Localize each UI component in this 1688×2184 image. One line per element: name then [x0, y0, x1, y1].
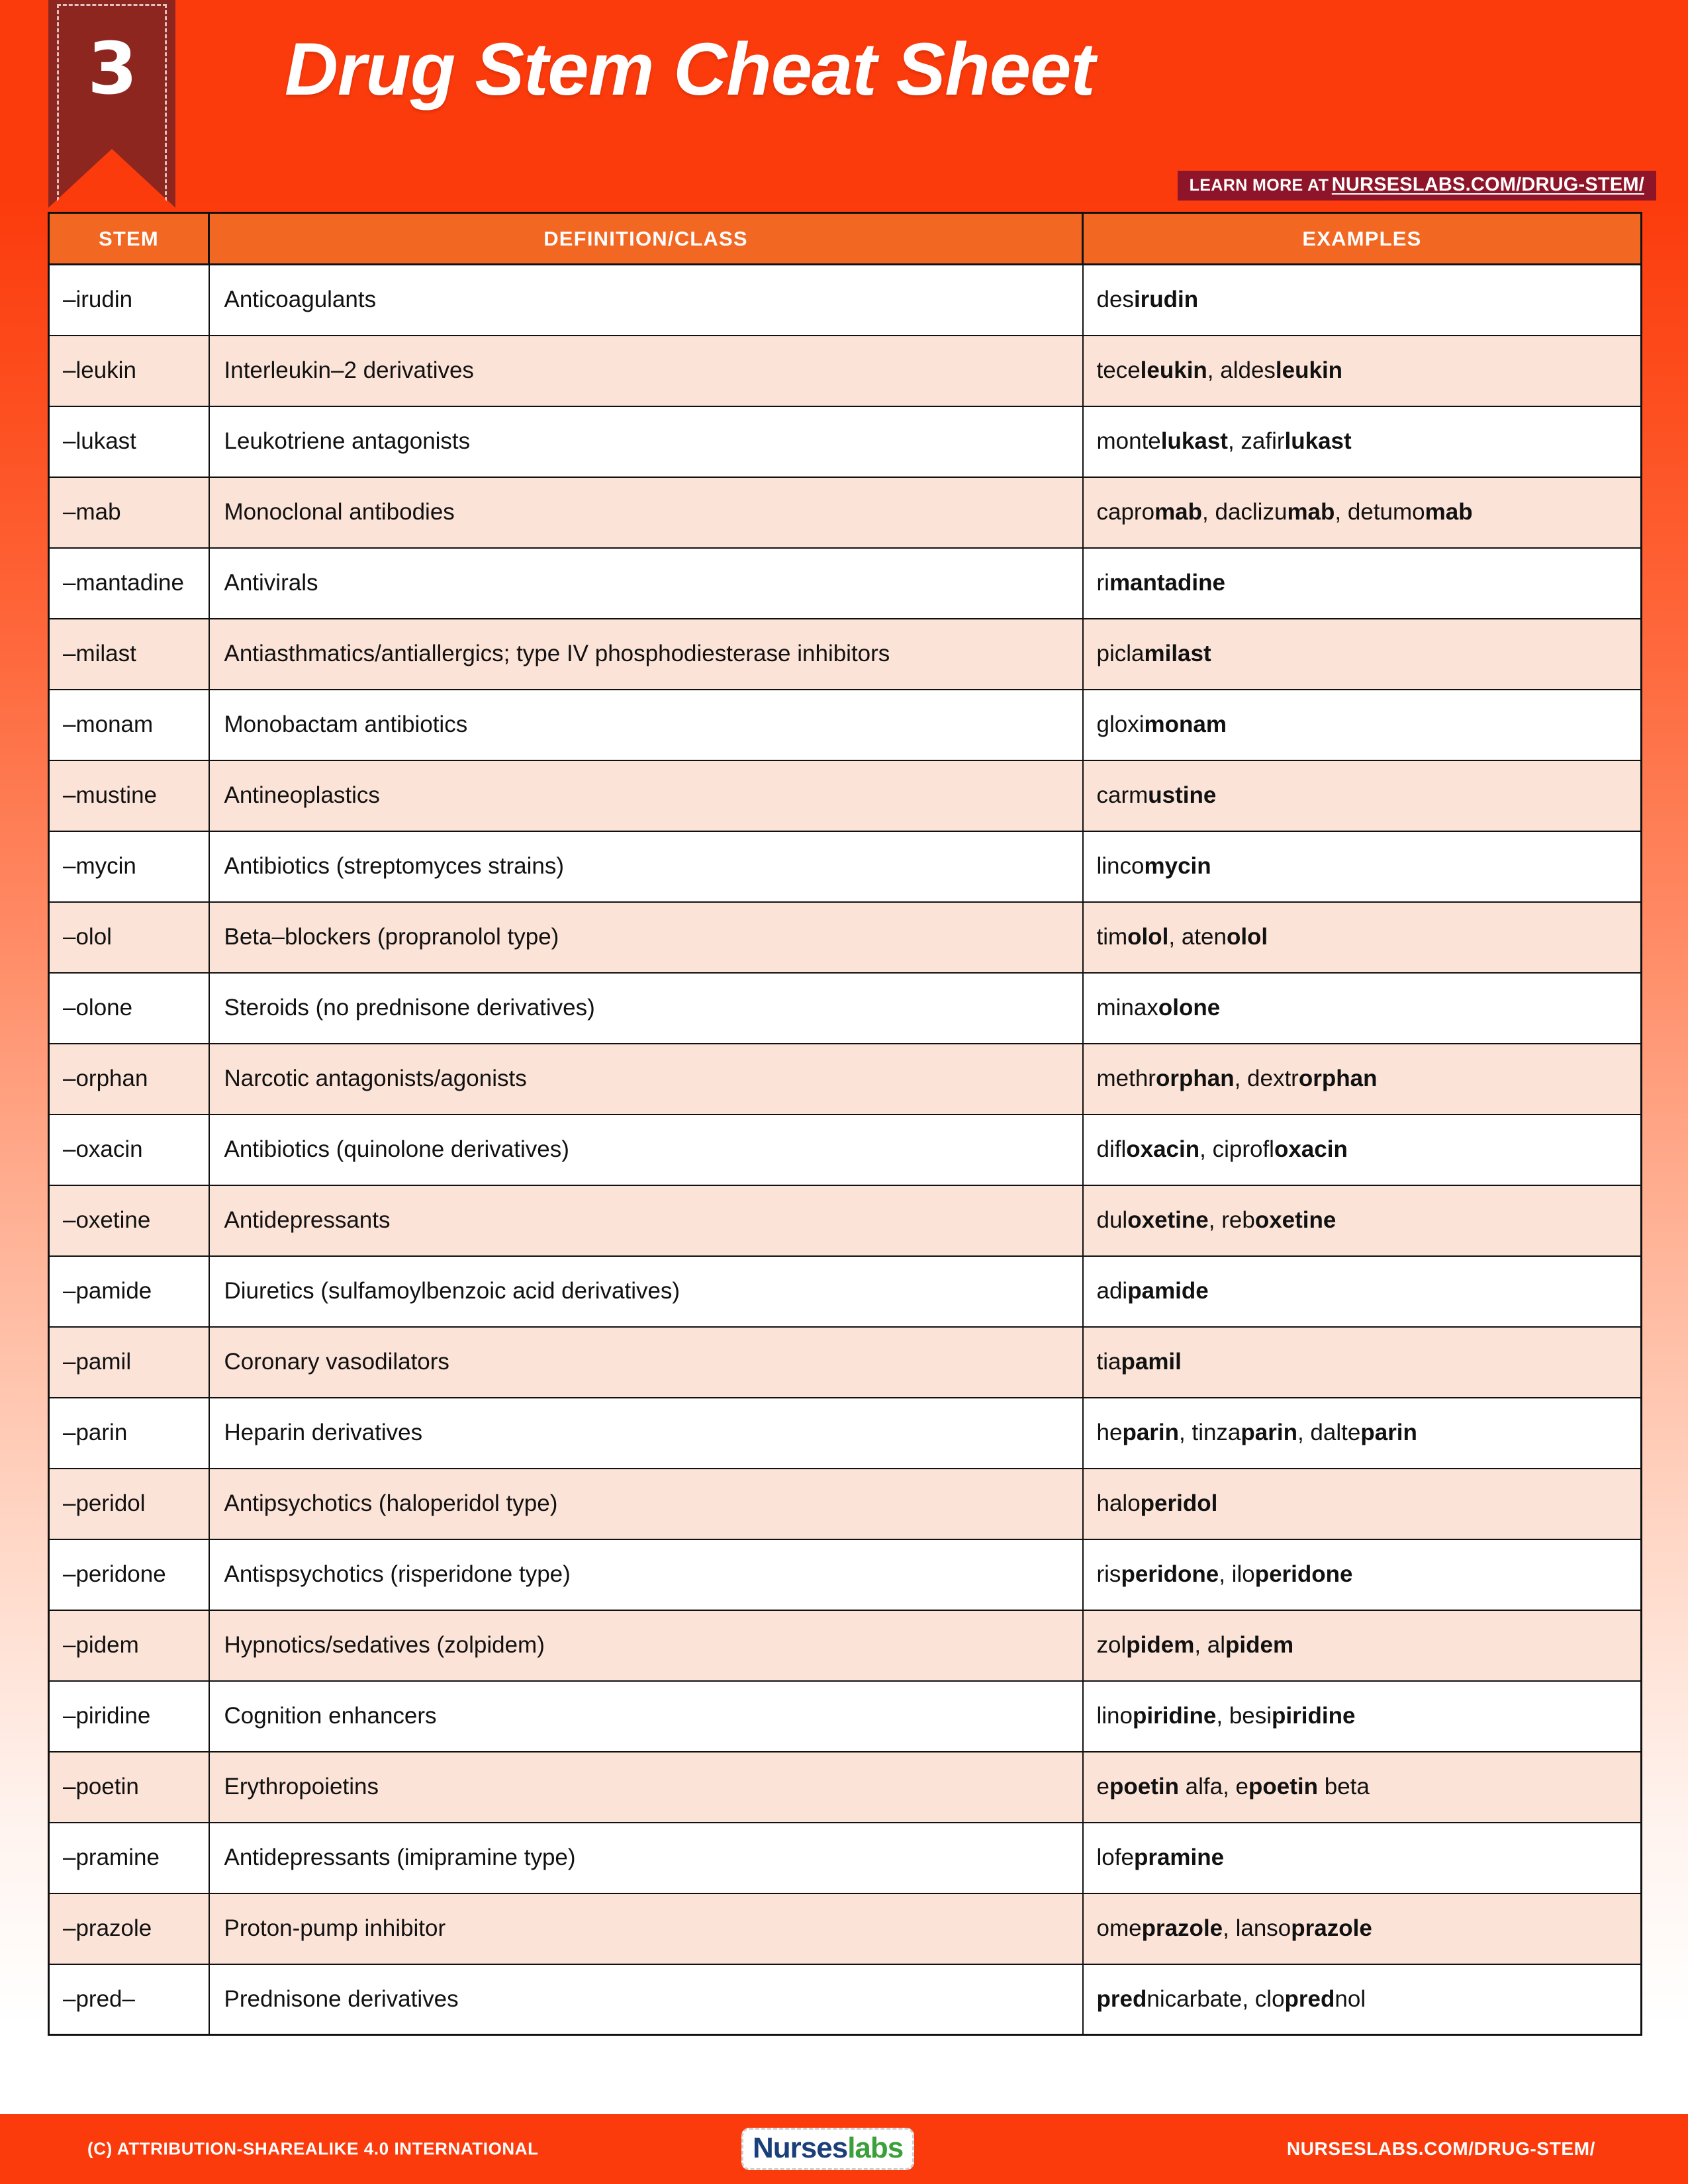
cell-stem: –mycin — [49, 831, 209, 902]
cell-stem: –orphan — [49, 1044, 209, 1115]
cell-definition: Antipsychotics (haloperidol type) — [209, 1469, 1083, 1539]
cell-examples: minaxolone — [1083, 973, 1642, 1044]
cell-definition: Diuretics (sulfamoylbenzoic acid derivatives) — [209, 1256, 1083, 1327]
cell-definition: Antispsychotics (risperidone type) — [209, 1539, 1083, 1610]
cell-examples: zolpidem, alpidem — [1083, 1610, 1642, 1681]
cell-definition: Proton-pump inhibitor — [209, 1893, 1083, 1964]
cell-definition: Erythropoietins — [209, 1752, 1083, 1823]
cell-stem: –mab — [49, 477, 209, 548]
cell-definition: Prednisone derivatives — [209, 1964, 1083, 2035]
logo-text-labs: labs — [847, 2132, 904, 2164]
cell-definition: Leukotriene antagonists — [209, 406, 1083, 477]
footer-url[interactable]: NURSESLABS.COM/DRUG-STEM/ — [1286, 2138, 1595, 2159]
table-row — [49, 1610, 1642, 1681]
cell-stem: –leukin — [49, 336, 209, 406]
license-text: (C) ATTRIBUTION-SHAREALIKE 4.0 INTERNATIONAL — [87, 2138, 539, 2159]
drug-stem-table — [48, 212, 1642, 2036]
table-row — [49, 831, 1642, 902]
table-row — [49, 1115, 1642, 1185]
learn-more-url[interactable]: NURSESLABS.COM/DRUG-STEM/ — [1331, 174, 1644, 195]
cell-examples: duloxetine, reboxetine — [1083, 1185, 1642, 1256]
cell-examples: methrorphan, dextrorphan — [1083, 1044, 1642, 1115]
cell-stem: –olol — [49, 902, 209, 973]
ribbon-number: 3 — [87, 28, 136, 111]
table-row — [49, 1893, 1642, 1964]
cell-stem: –piridine — [49, 1681, 209, 1752]
column-header-examples: EXAMPLES — [1083, 213, 1642, 265]
header-banner — [0, 0, 1688, 210]
table-row — [49, 619, 1642, 690]
cell-stem: –oxetine — [49, 1185, 209, 1256]
table-body — [49, 265, 1642, 2035]
table-row — [49, 902, 1642, 973]
table-row — [49, 406, 1642, 477]
table-row — [49, 690, 1642, 760]
cell-examples: desirudin — [1083, 265, 1642, 336]
cell-definition: Cognition enhancers — [209, 1681, 1083, 1752]
cell-stem: –pamide — [49, 1256, 209, 1327]
table-row — [49, 1681, 1642, 1752]
cell-examples: montelukast, zafirlukast — [1083, 406, 1642, 477]
table-header-row — [49, 213, 1642, 265]
table-row — [49, 1185, 1642, 1256]
cell-examples: lofepramine — [1083, 1823, 1642, 1893]
column-header-stem: STEM — [49, 213, 209, 265]
cell-definition: Steroids (no prednisone derivatives) — [209, 973, 1083, 1044]
cell-examples: teceleukin, aldesleukin — [1083, 336, 1642, 406]
table-row — [49, 1752, 1642, 1823]
cell-definition: Antidepressants — [209, 1185, 1083, 1256]
cell-examples: piclamilast — [1083, 619, 1642, 690]
cell-stem: –pramine — [49, 1823, 209, 1893]
cell-stem: –milast — [49, 619, 209, 690]
cell-stem: –mustine — [49, 760, 209, 831]
learn-more-label: LEARN MORE AT — [1189, 176, 1329, 195]
table-row — [49, 265, 1642, 336]
cell-stem: –peridone — [49, 1539, 209, 1610]
cell-definition: Interleukin–2 derivatives — [209, 336, 1083, 406]
cell-examples: tiapamil — [1083, 1327, 1642, 1398]
nurseslabs-logo — [741, 2128, 914, 2170]
cell-examples: haloperidol — [1083, 1469, 1642, 1539]
cell-definition: Monobactam antibiotics — [209, 690, 1083, 760]
cell-definition: Coronary vasodilators — [209, 1327, 1083, 1398]
cell-stem: –pamil — [49, 1327, 209, 1398]
cell-stem: –prazole — [49, 1893, 209, 1964]
cell-examples: capromab, daclizumab, detumomab — [1083, 477, 1642, 548]
table-row — [49, 1539, 1642, 1610]
cell-stem: –pred– — [49, 1964, 209, 2035]
drug-stem-table-wrapper — [48, 212, 1640, 2036]
cell-examples: timolol, atenolol — [1083, 902, 1642, 973]
cell-examples: omeprazole, lansoprazole — [1083, 1893, 1642, 1964]
table-row — [49, 760, 1642, 831]
table-row — [49, 477, 1642, 548]
table-row — [49, 1256, 1642, 1327]
table-row — [49, 973, 1642, 1044]
cell-definition: Antivirals — [209, 548, 1083, 619]
table-row — [49, 1398, 1642, 1469]
cell-definition: Anticoagulants — [209, 265, 1083, 336]
table-row — [49, 1823, 1642, 1893]
cell-stem: –poetin — [49, 1752, 209, 1823]
table-row — [49, 1469, 1642, 1539]
cell-definition: Antibiotics (quinolone derivatives) — [209, 1115, 1083, 1185]
table-row — [49, 1327, 1642, 1398]
cell-examples: risperidone, iloperidone — [1083, 1539, 1642, 1610]
cell-examples: gloximonam — [1083, 690, 1642, 760]
cell-definition: Monoclonal antibodies — [209, 477, 1083, 548]
cell-definition: Hypnotics/sedatives (zolpidem) — [209, 1610, 1083, 1681]
cell-examples: carmustine — [1083, 760, 1642, 831]
cell-definition: Beta–blockers (propranolol type) — [209, 902, 1083, 973]
cell-definition: Antiasthmatics/antiallergics; type IV phosphodiesterase inhibitors — [209, 619, 1083, 690]
column-header-definition: DEFINITION/CLASS — [209, 213, 1083, 265]
cell-definition: Antineoplastics — [209, 760, 1083, 831]
page-title: Drug Stem Cheat Sheet — [285, 28, 1095, 111]
cell-stem: –pidem — [49, 1610, 209, 1681]
cell-examples: rimantadine — [1083, 548, 1642, 619]
cell-stem: –irudin — [49, 265, 209, 336]
cell-definition: Antidepressants (imipramine type) — [209, 1823, 1083, 1893]
cell-examples: linopiridine, besipiridine — [1083, 1681, 1642, 1752]
learn-more-bar[interactable] — [1178, 171, 1656, 201]
table-row — [49, 1044, 1642, 1115]
cell-examples: heparin, tinzaparin, dalteparin — [1083, 1398, 1642, 1469]
table-row — [49, 336, 1642, 406]
cell-examples: prednicarbate, cloprednol — [1083, 1964, 1642, 2035]
cell-stem: –peridol — [49, 1469, 209, 1539]
cell-stem: –parin — [49, 1398, 209, 1469]
cell-stem: –lukast — [49, 406, 209, 477]
cell-examples: epoetin alfa, epoetin beta — [1083, 1752, 1642, 1823]
cell-examples: difloxacin, ciprofloxacin — [1083, 1115, 1642, 1185]
cell-stem: –monam — [49, 690, 209, 760]
cell-definition: Heparin derivatives — [209, 1398, 1083, 1469]
logo-text-nurses: Nurses — [753, 2132, 848, 2164]
cell-examples: adipamide — [1083, 1256, 1642, 1327]
footer-bar — [0, 2114, 1688, 2184]
cell-examples: lincomycin — [1083, 831, 1642, 902]
table-row — [49, 548, 1642, 619]
cell-definition: Narcotic antagonists/agonists — [209, 1044, 1083, 1115]
table-row — [49, 1964, 1642, 2035]
cell-definition: Antibiotics (streptomyces strains) — [209, 831, 1083, 902]
cell-stem: –mantadine — [49, 548, 209, 619]
cell-stem: –olone — [49, 973, 209, 1044]
cell-stem: –oxacin — [49, 1115, 209, 1185]
